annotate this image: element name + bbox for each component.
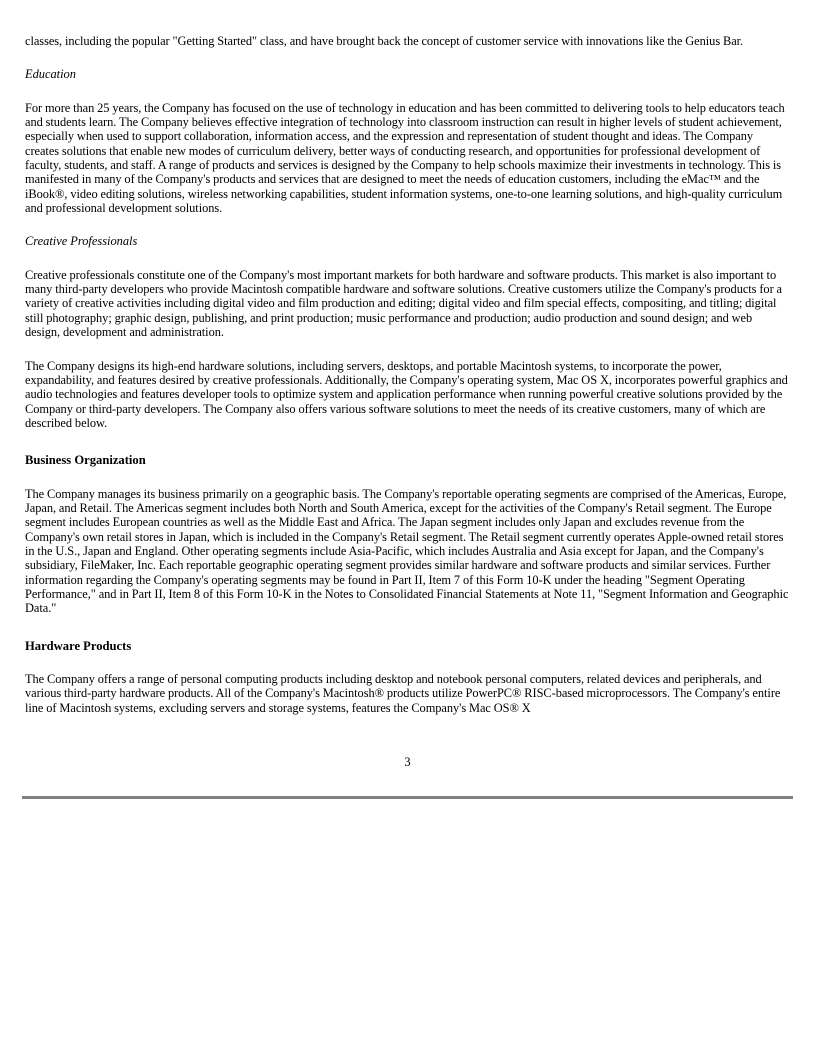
spacer [25, 444, 789, 453]
footer-divider-rule [22, 796, 793, 799]
spacer [25, 630, 789, 639]
heading-creative-professionals: Creative Professionals [25, 234, 138, 249]
paragraph-creative-professionals-hardware: The Company designs its high-end hardware solutions, including servers, desktops, and portable Macintosh systems, to incorporate the power, expandability, and features desired by creative professionals. Additionally, the Company's operating system, Mac OS X, incorporates powerful graphics and audio technologies and features developer tools to optimize system and application performance when running powerful creative solutions provided by the Company or third-party developers. The Company also offers various software solutions to meet the needs of its creative customers, many of which are described below. [25, 358, 788, 430]
page-content [25, 34, 789, 729]
heading-hardware-products: Hardware Products [25, 638, 132, 653]
page-number: 3 [404, 755, 411, 769]
heading-education: Education [25, 67, 76, 82]
heading-business-organization: Business Organization [25, 453, 146, 468]
paragraph-hardware-products: The Company offers a range of personal computing products including desktop and notebook personal computers, related devices and peripherals, and various third-party hardware products. All of the Company's Macintosh® products utilize PowerPC® RISC-based microprocessors. The Company's entire line of Macintosh systems, excluding servers and storage systems, features the Company's Mac OS® X [25, 672, 781, 715]
paragraph-education: For more than 25 years, the Company has focused on the use of technology in education and has been committed to delivering tools to help educators teach and students learn. The Company believes effective integration of technology into classroom instruction can result in higher levels of student achievement, especially when used to support collaboration, information access, and the expression and representation of student thought and ideas. The Company creates solutions that enable new modes of curriculum delivery, better ways of conducting research, and opportunities for professional development of faculty, students, and staff. A range of products and services is designed by the Company to help schools maximize their investments in technology. This is manifested in many of the Company's products and services that are designed to meet the needs of education customers, including the eMac™ and the iBook®, video editing solutions, wireless networking capabilities, student information systems, one-to-one learning solutions, and high-quality curriculum and professional development solutions. [25, 100, 785, 216]
paragraph-continued-retail: classes, including the popular "Getting Started" class, and have brought back the concept of customer service with innovations like the Genius Bar. [25, 34, 744, 48]
paragraph-business-organization: The Company manages its business primarily on a geographic basis. The Company's reportable operating segments are comprised of the Americas, Europe, Japan, and Retail. The Americas segment includes both North and South America, except for the activities of the Company's Retail segment. The Europe segment includes European countries as well as the Middle East and Africa. The Japan segment includes only Japan and excludes revenue from the Company's own retail stores in Japan, which is included in the Company's Retail segment. The Retail segment currently operates Apple-owned retail stores in the U.S., Japan and England. Other operating segments include Asia-Pacific, which includes Australia and Asia except for Japan, and the Company's subsidiary, FileMaker, Inc. Each reportable geographic operating segment provides similar hardware and software products and similar services. Further information regarding the Company's operating segments may be found in Part II, Item 7 of this Form 10-K under the heading "Segment Operating Performance," and in Part II, Item 8 of this Form 10-K in the Notes to Consolidated Financial Statements at Note 11, "Segment Information and Geographic Data." [25, 486, 789, 616]
paragraph-creative-professionals-markets: Creative professionals constitute one of the Company's most important markets for both hardware and software products. This market is also important to many third-party developers who provide Macintosh compatible hardware and software solutions. Creative customers utilize the Company's products for a variety of creative activities including digital video and film production and editing; digital video and film special effects, compositing, and titling; digital still photography; graphic design, publishing, and print production; music performance and production; audio production and sound design; and web design, development and administration. [25, 267, 783, 340]
